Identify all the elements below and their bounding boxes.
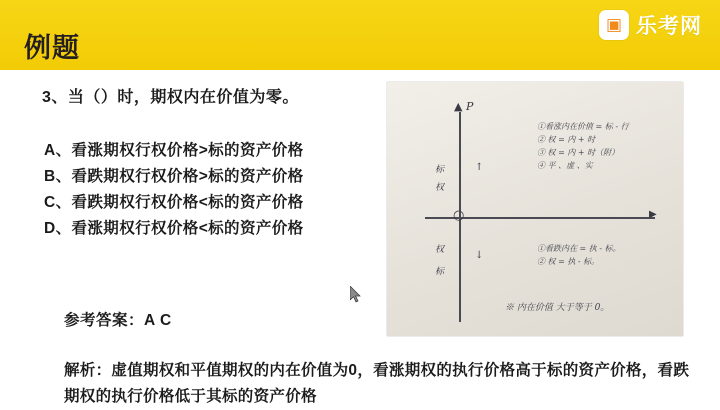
answer-row	[64, 308, 172, 330]
left-label-3: 权	[435, 245, 445, 255]
brand-name: 乐考网	[636, 15, 702, 38]
note-top-3: ③ 权 = 内 + 时（附）	[537, 148, 620, 157]
left-label-4: 标	[435, 267, 445, 277]
question-text: 3、当（）时，期权内在价值为零。	[42, 89, 299, 106]
note-bottom-2: ② 权 = 执 - 标。	[537, 257, 600, 266]
left-label-2: 权	[435, 183, 445, 193]
axis-arrow-right: ▶	[649, 209, 657, 220]
brand-glyph: ▣	[605, 15, 623, 35]
note-top-4: ④ 平 、虚 、实	[537, 161, 593, 170]
note-top-2: ② 权 = 内 + 时	[537, 135, 596, 144]
notes-bottom	[537, 242, 677, 268]
note-top-1: ①看涨内在价值 = 标 - 行	[537, 122, 629, 131]
explanation-text: 解析：虚值期权和平值期权的内在价值为0，看涨期权的执行价格高于标的资产价格，看跌期权的执行价格低于其标的资产价格	[64, 362, 690, 405]
brand-logo	[599, 10, 702, 40]
option-d: D、看涨期权行权价格<标的资产价格	[44, 220, 304, 237]
brand-square-icon	[599, 10, 629, 40]
option-c: C、看跌期权行权价格<标的资产价格	[44, 194, 304, 211]
tick-down-arrow: ↓	[475, 250, 484, 261]
option-b: B、看跌期权行权价格>标的资产价格	[44, 168, 304, 185]
note-bottom-summary: ※ 内在价值 大于等于 0。	[505, 303, 610, 313]
options-list	[44, 138, 384, 242]
mouse-pointer-icon	[350, 286, 362, 304]
note-bottom-1: ①看跌内在 = 执 - 标。	[537, 244, 621, 253]
origin-circle: ○	[453, 208, 465, 223]
left-label-1: 标	[435, 165, 445, 175]
axis-arrow-up: ▲	[454, 100, 463, 113]
answer-label: 参考答案：	[64, 312, 145, 329]
axis-label-p: P	[466, 100, 474, 113]
option-a: A、看涨期权行权价格>标的资产价格	[44, 142, 304, 159]
page-title: 例题	[24, 33, 80, 63]
handwriting-photo	[387, 82, 683, 336]
tick-up-arrow: ↑	[475, 162, 484, 173]
notes-top	[537, 120, 677, 172]
answer-value: A C	[144, 312, 172, 329]
